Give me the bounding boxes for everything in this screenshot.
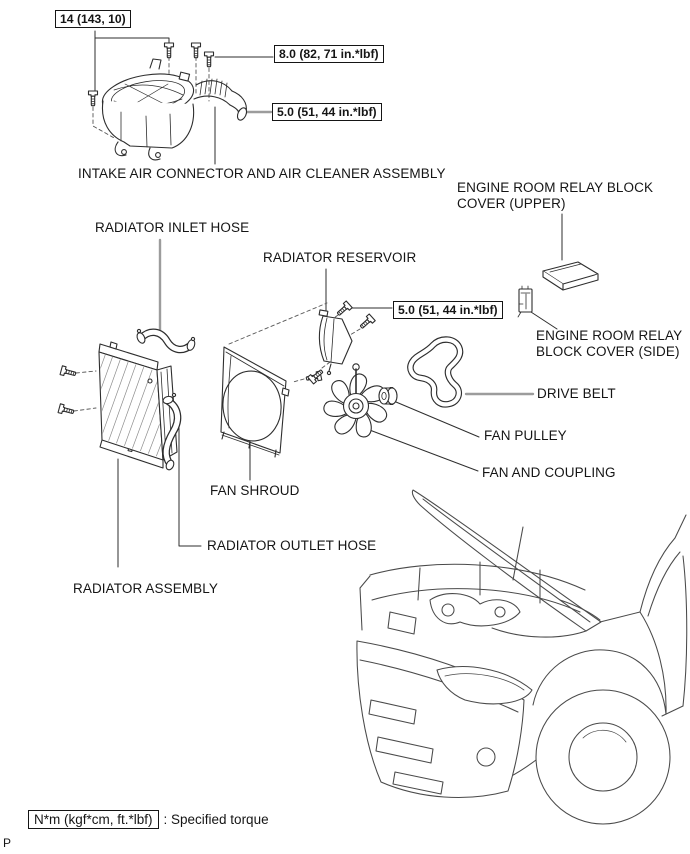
label-intake-air-connector: INTAKE AIR CONNECTOR AND AIR CLEANER ASSEMBLY (78, 166, 446, 181)
torque-legend (28, 810, 269, 829)
air-cleaner-drawing (99, 59, 248, 160)
radiator-reservoir-drawing (319, 310, 352, 375)
page-marker: P (3, 836, 12, 850)
relay-cover-upper-drawing (543, 262, 598, 290)
label-radiator-assembly: RADIATOR ASSEMBLY (73, 581, 218, 596)
radiator-drawing (56, 336, 224, 496)
fan-pulley-drawing (379, 387, 397, 404)
fan-drawing (322, 369, 388, 439)
label-fan-pulley: FAN PULLEY (484, 428, 567, 443)
label-drive-belt: DRIVE BELT (537, 386, 616, 401)
label-fan-and-coupling: FAN AND COUPLING (482, 465, 616, 480)
label-relay-block-cover-upper: ENGINE ROOM RELAY BLOCK COVER (UPPER) (457, 180, 654, 211)
relay-cover-side-drawing (518, 286, 532, 317)
radiator-inlet-hose-drawing (136, 329, 197, 351)
fan-shroud-drawing (220, 347, 289, 457)
torque-legend-note: : Specified torque (163, 812, 269, 827)
torque-unit-box: N*m (kgf*cm, ft.*lbf) (28, 810, 159, 829)
vehicle-drawing (357, 490, 687, 824)
label-relay-block-cover-side: ENGINE ROOM RELAY BLOCK COVER (SIDE) (536, 328, 682, 359)
torque-spec-box-5-air-cleaner: 5.0 (51, 44 in.*lbf) (272, 103, 382, 121)
label-radiator-inlet-hose: RADIATOR INLET HOSE (95, 220, 250, 235)
drive-belt-drawing (410, 340, 460, 405)
torque-spec-box-8: 8.0 (82, 71 in.*lbf) (274, 45, 384, 63)
torque-spec-box-14: 14 (143, 10) (55, 10, 131, 28)
label-radiator-reservoir: RADIATOR RESERVOIR (263, 250, 417, 265)
label-radiator-outlet-hose: RADIATOR OUTLET HOSE (207, 538, 377, 553)
label-fan-shroud: FAN SHROUD (210, 483, 300, 498)
torque-spec-box-5-reservoir: 5.0 (51, 44 in.*lbf) (393, 301, 503, 319)
